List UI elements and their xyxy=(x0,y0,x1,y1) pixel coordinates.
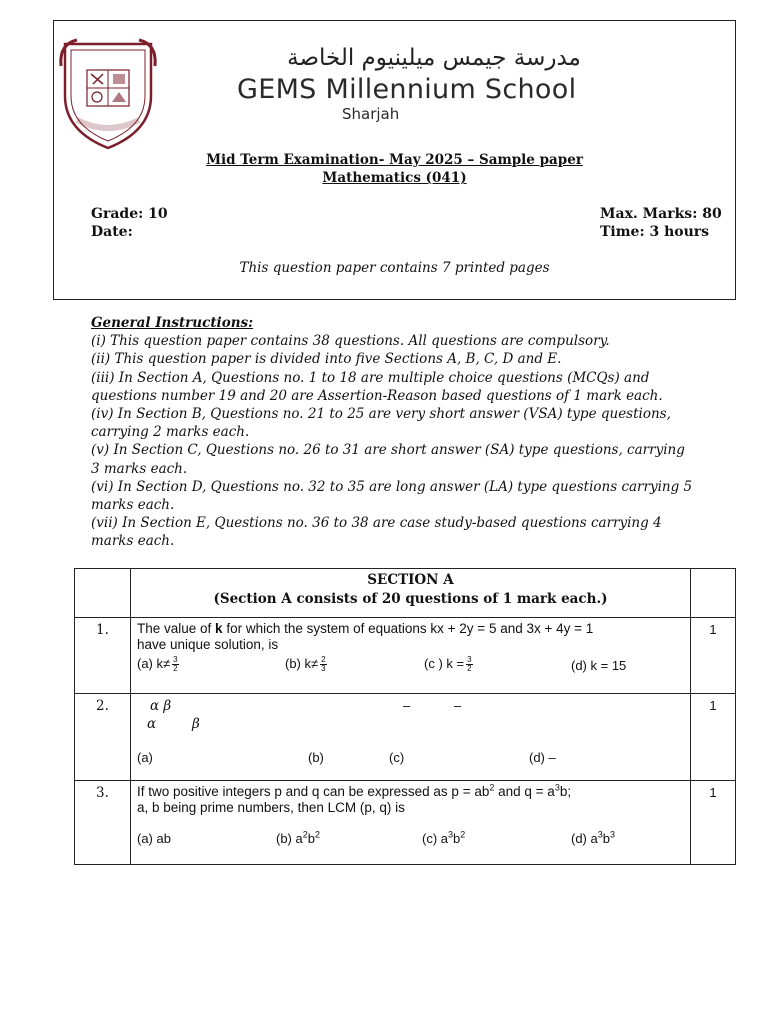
superscript: 2 xyxy=(489,782,495,793)
instruction-line: 3 marks each. xyxy=(91,460,188,477)
option-c xyxy=(424,656,473,673)
instruction-line: (v) In Section C, Questions no. 26 to 31 are short answer (SA) type questions, carrying xyxy=(91,442,685,459)
question-text-line: have unique solution, is xyxy=(137,637,279,652)
question-number: 1. xyxy=(75,618,131,694)
exam-title: Mid Term Examination- May 2025 – Sample paper xyxy=(206,152,583,168)
question-variable: k xyxy=(215,621,223,636)
instruction-line: (ii) This question paper is divided into five Sections A, B, C, D and E. xyxy=(91,351,562,368)
fraction xyxy=(466,656,472,673)
question-text-line xyxy=(137,784,684,800)
school-name: GEMS Millennium School xyxy=(237,74,577,105)
instruction-line: (i) This question paper contains 38 questions. All questions are compulsory. xyxy=(91,333,610,350)
greek-alpha: α xyxy=(147,716,157,732)
option-text: b xyxy=(307,831,315,846)
section-header-row xyxy=(75,569,736,618)
instruction-line: carrying 2 marks each. xyxy=(91,424,250,441)
question-number: 3. xyxy=(75,781,131,865)
school-name-arabic: مدرسة جيمس ميلينيوم الخاصة xyxy=(287,45,581,71)
fraction xyxy=(172,656,178,673)
school-crest-logo xyxy=(57,36,159,151)
option-text: (c) a xyxy=(422,831,448,846)
fraction-denominator: 3 xyxy=(321,664,326,674)
exam-subject: Mathematics (041) xyxy=(322,170,467,186)
question-marks: 1 xyxy=(691,694,736,781)
instruction-line: (vi) In Section D, Questions no. 32 to 35 are long answer (LA) type questions carrying 5 xyxy=(91,478,693,495)
superscript: 2 xyxy=(460,829,466,840)
question-number: 2. xyxy=(75,694,131,781)
superscript: 2 xyxy=(314,829,320,840)
option-text: b xyxy=(453,831,461,846)
option-b: (b) xyxy=(308,750,324,765)
instructions-heading: General Instructions: xyxy=(91,315,254,331)
section-title: SECTION A xyxy=(367,572,454,588)
instruction-line: (iv) In Section B, Questions no. 21 to 25 are very short answer (VSA) type questions, xyxy=(91,406,671,423)
option-text: (b) k≠ xyxy=(285,656,319,671)
header-box xyxy=(53,20,736,300)
fraction-numerator: 2 xyxy=(321,655,326,665)
superscript: 3 xyxy=(448,829,454,840)
question-marks: 1 xyxy=(691,781,736,865)
option-b xyxy=(285,656,327,673)
question-body xyxy=(131,781,691,865)
table-row xyxy=(75,618,736,694)
question-text: b; xyxy=(559,784,572,799)
questions-table xyxy=(74,568,736,865)
option-text: (b) a xyxy=(276,831,303,846)
option-b xyxy=(276,831,320,847)
question-text: for which the system of equations kx + 2y = 5 and 3x + 4y = 1 xyxy=(222,621,594,636)
superscript: 3 xyxy=(609,829,615,840)
superscript: 3 xyxy=(554,782,560,793)
fraction-numerator: 3 xyxy=(467,655,472,665)
superscript: 3 xyxy=(597,829,603,840)
grade-label: Grade: 10 xyxy=(91,206,168,222)
option-a xyxy=(137,656,179,673)
option-d: (d) – xyxy=(529,750,556,765)
question-text-line: a, b being prime numbers, then LCM (p, q) is xyxy=(137,800,405,815)
option-a: (a) xyxy=(137,750,153,765)
question-text: The value of xyxy=(137,621,216,636)
max-marks-label: Max. Marks: 80 xyxy=(600,206,722,222)
table-row xyxy=(75,781,736,865)
fraction-denominator: 2 xyxy=(467,664,472,674)
instruction-line: questions number 19 and 20 are Assertion-Reason based questions of 1 mark each. xyxy=(91,387,663,404)
option-text: b xyxy=(602,831,610,846)
fraction-numerator: 3 xyxy=(173,655,178,665)
superscript: 2 xyxy=(302,829,308,840)
fraction-denominator: 2 xyxy=(173,664,178,674)
instruction-line: marks each. xyxy=(91,533,175,550)
option-text: (a) k≠ xyxy=(137,656,171,671)
pages-note: This question paper contains 7 printed pages xyxy=(239,260,550,276)
question-text-line xyxy=(137,621,684,637)
section-heading xyxy=(131,569,691,618)
option-text: (d) a xyxy=(571,831,598,846)
empty-cell xyxy=(691,569,736,618)
question-text: If two positive integers p and q can be expressed as p = ab xyxy=(137,784,490,799)
greek-beta: β xyxy=(192,716,200,732)
option-d xyxy=(571,831,615,847)
dash-symbol: – xyxy=(403,698,411,713)
instruction-line: (vii) In Section E, Questions no. 36 to 38 are case study-based questions carrying 4 xyxy=(91,515,662,532)
option-a: (a) ab xyxy=(137,831,171,846)
option-d: (d) k = 15 xyxy=(571,658,627,673)
question-text: and q = a xyxy=(494,784,555,799)
empty-cell xyxy=(75,569,131,618)
option-text: (c ) k = xyxy=(424,656,465,671)
section-subtitle: (Section A consists of 20 questions of 1 mark each.) xyxy=(213,591,608,607)
table-row xyxy=(75,694,736,781)
fraction xyxy=(320,656,326,673)
option-c xyxy=(422,831,465,847)
general-instructions xyxy=(91,314,731,551)
question-body xyxy=(131,694,691,781)
option-c: (c) xyxy=(389,750,405,765)
date-label: Date: xyxy=(91,224,133,240)
greek-alpha-beta: α β xyxy=(150,698,172,714)
instruction-line: marks each. xyxy=(91,497,175,514)
dash-symbol: – xyxy=(454,698,462,713)
instruction-line: (iii) In Section A, Questions no. 1 to 18 are multiple choice questions (MCQs) and xyxy=(91,369,650,386)
question-marks: 1 xyxy=(691,618,736,694)
school-city: Sharjah xyxy=(342,105,400,123)
time-label: Time: 3 hours xyxy=(600,224,710,240)
question-body xyxy=(131,618,691,694)
